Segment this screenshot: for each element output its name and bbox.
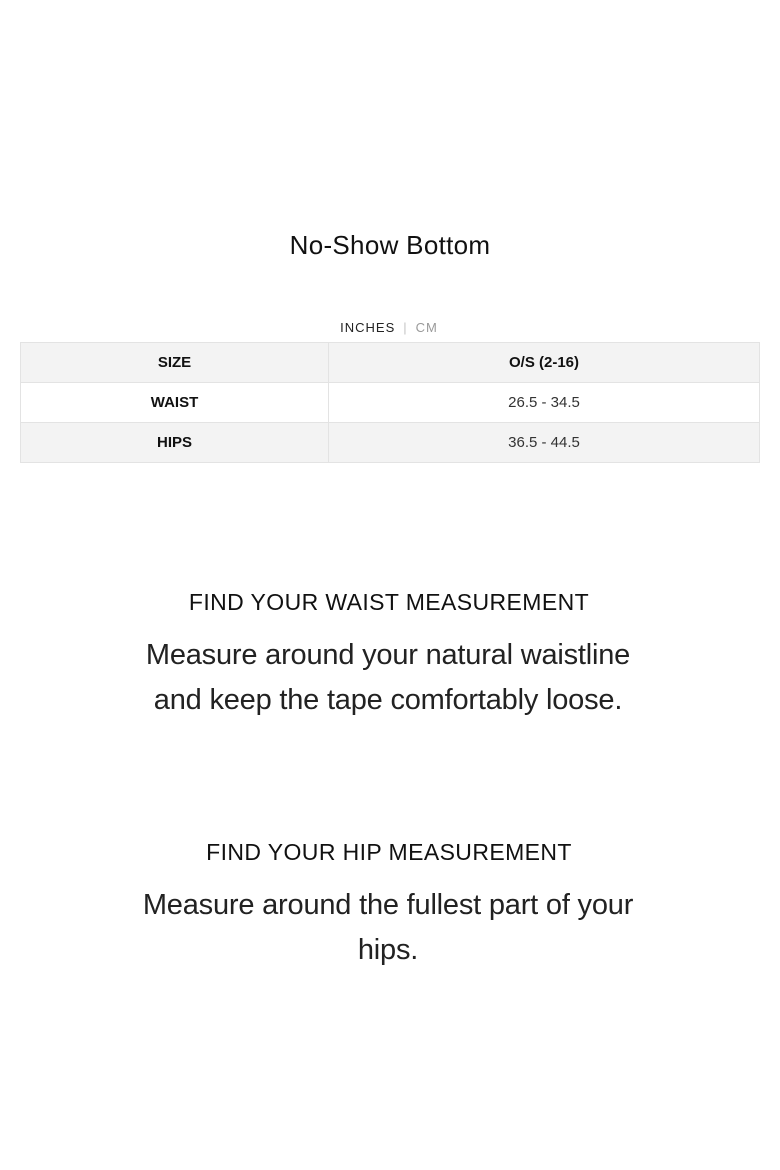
table-row-hips: [21, 423, 760, 463]
size-header-value: O/S (2-16): [329, 343, 760, 383]
table-row-waist: [21, 383, 760, 423]
table-header-row: [21, 343, 760, 383]
waist-label: WAIST: [21, 383, 329, 423]
hips-label: HIPS: [21, 423, 329, 463]
unit-cm-toggle[interactable]: CM: [415, 320, 438, 335]
page-title: No-Show Bottom: [289, 230, 491, 260]
size-chart-table: [20, 342, 760, 463]
size-header-label: SIZE: [21, 343, 329, 383]
unit-separator: |: [403, 320, 408, 335]
waist-value: 26.5 - 34.5: [329, 383, 760, 423]
hip-section-heading: FIND YOUR HIP MEASUREMENT: [206, 839, 572, 865]
unit-inches-toggle[interactable]: INCHES: [340, 320, 396, 335]
hip-section-body: Measure around the fullest part of your hips.: [142, 889, 634, 966]
waist-section-heading: FIND YOUR WAIST MEASUREMENT: [188, 589, 590, 615]
hips-value: 36.5 - 44.5: [329, 423, 760, 463]
waist-section-body: Measure around your natural waistline and keep the tape comfortably loose.: [145, 639, 631, 716]
unit-toggle: [0, 319, 778, 337]
